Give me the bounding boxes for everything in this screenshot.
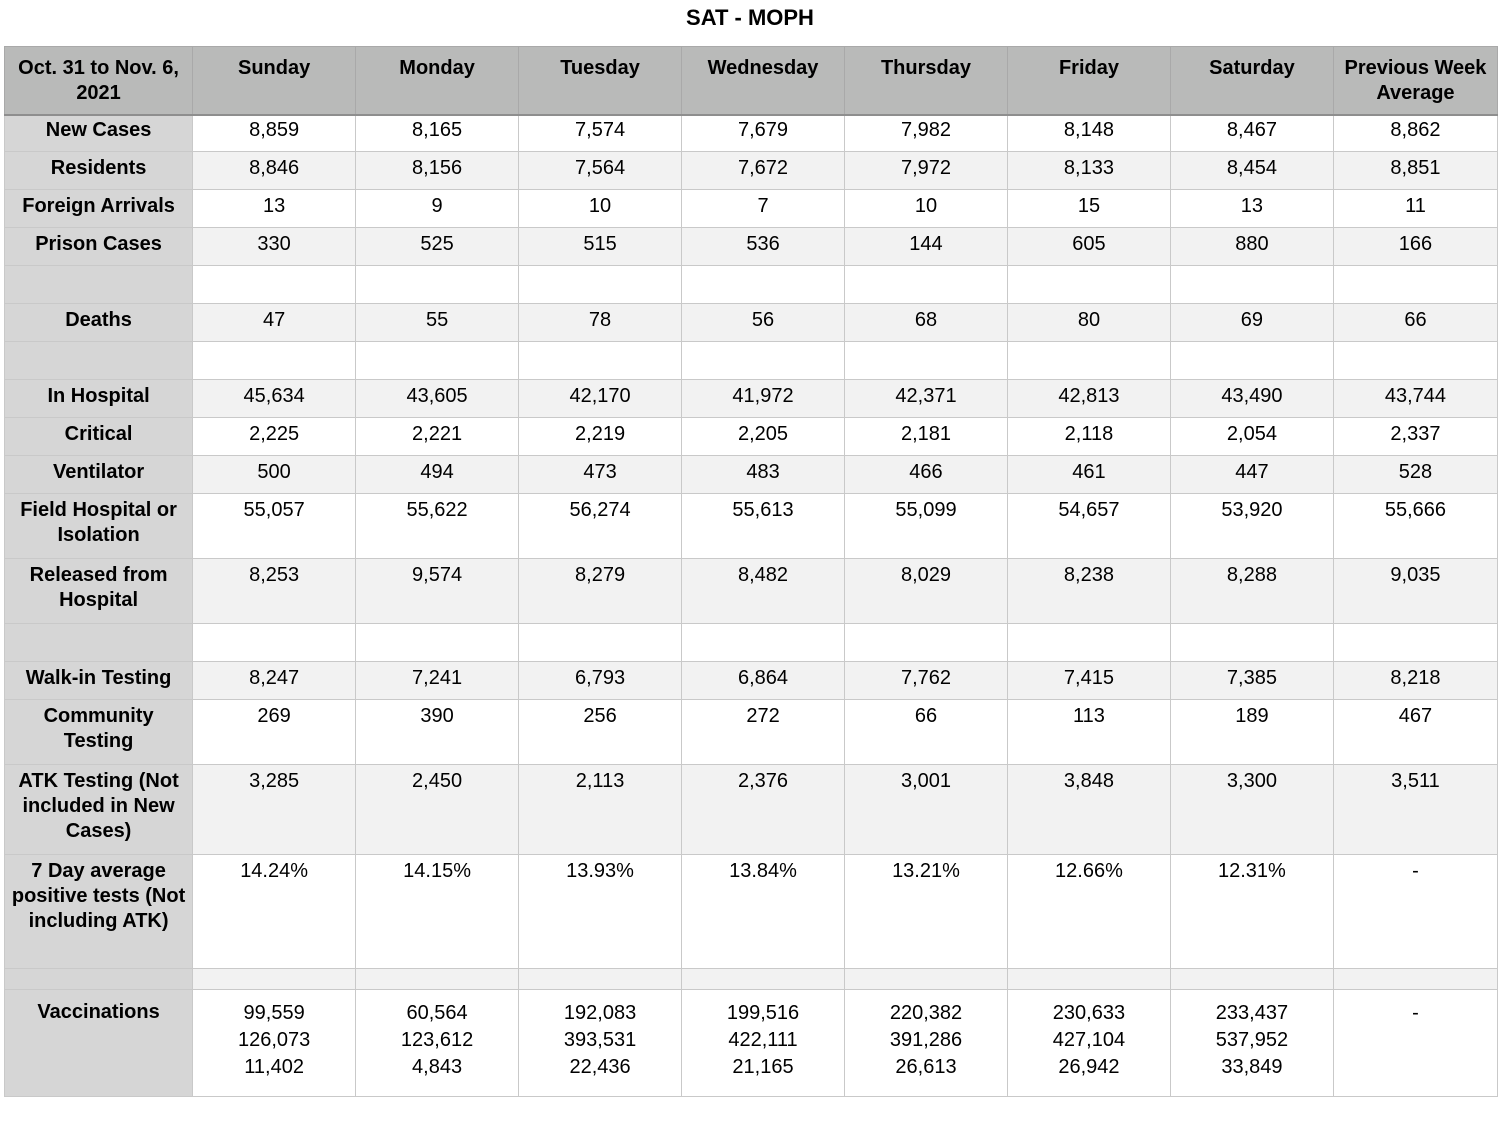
table-cell: 605	[1007, 228, 1170, 266]
page-title: SAT - MOPH	[686, 5, 814, 30]
table-cell: 15	[1007, 190, 1170, 228]
vaccination-dose-value: 230,633	[1052, 1002, 1126, 1024]
table-cell	[682, 266, 845, 304]
table-cell: 515	[519, 228, 682, 266]
table-cell	[193, 342, 356, 380]
table-cell: 473	[519, 456, 682, 494]
table-row	[5, 115, 1498, 152]
table-cell	[1007, 969, 1170, 990]
table-cell	[682, 342, 845, 380]
table-row	[5, 559, 1498, 624]
row-label: Residents	[5, 152, 193, 190]
table-cell: 13	[193, 190, 356, 228]
table-cell: 45,634	[193, 380, 356, 418]
row-label: Field Hospital or Isolation	[5, 494, 193, 559]
table-cell	[519, 624, 682, 662]
table-cell: 41,972	[682, 380, 845, 418]
header-saturday: Saturday	[1170, 47, 1333, 116]
table-cell: 8,148	[1007, 115, 1170, 152]
vaccination-dose-value: 422,111	[728, 1029, 798, 1051]
table-row	[5, 228, 1498, 266]
vaccination-dose-value: 99,559	[243, 1002, 305, 1024]
table-cell: 6,793	[519, 662, 682, 700]
table-cell: 8,029	[845, 559, 1008, 624]
vaccination-dose-value: 26,613	[895, 1056, 957, 1078]
table-cell: 12.66%	[1007, 855, 1170, 969]
table-cell: 8,454	[1170, 152, 1333, 190]
table-cell: 7,679	[682, 115, 845, 152]
table-cell: 8,288	[1170, 559, 1333, 624]
table-cell: 69	[1170, 304, 1333, 342]
table-cell: 8,238	[1007, 559, 1170, 624]
table-cell: 2,221	[356, 418, 519, 456]
table-cell: 13.93%	[519, 855, 682, 969]
table-row	[5, 304, 1498, 342]
table-cell: 8,859	[193, 115, 356, 152]
row-label: Released from Hospital	[5, 559, 193, 624]
table-cell	[193, 969, 356, 990]
vaccination-dose-value: 21,165	[732, 1056, 794, 1078]
table-cell: 55,613	[682, 494, 845, 559]
table-cell: 7,672	[682, 152, 845, 190]
table-cell: 80	[1007, 304, 1170, 342]
table-cell: 7,385	[1170, 662, 1333, 700]
table-cell: 9,035	[1333, 559, 1497, 624]
table-cell: 466	[845, 456, 1008, 494]
header-wednesday: Wednesday	[682, 47, 845, 116]
table-cell: 6,864	[682, 662, 845, 700]
table-cell: 9,574	[356, 559, 519, 624]
vaccination-dose-value: 233,437	[1215, 1002, 1289, 1024]
table-cell: 8,851	[1333, 152, 1497, 190]
vaccination-dose-value: 123,612	[400, 1029, 474, 1051]
vaccination-dose-value: 192,083	[563, 1002, 637, 1024]
vaccination-dose-value: 220,382	[889, 1002, 963, 1024]
table-row	[5, 190, 1498, 228]
table-cell	[193, 624, 356, 662]
vaccinations-cell	[682, 990, 845, 1097]
table-cell: 9	[356, 190, 519, 228]
table-cell	[1007, 342, 1170, 380]
table-cell: 272	[682, 700, 845, 765]
vaccination-dose-value: 11,402	[244, 1056, 304, 1078]
table-cell: 8,253	[193, 559, 356, 624]
table-cell: 42,170	[519, 380, 682, 418]
table-cell: -	[1333, 855, 1497, 969]
table-row	[5, 765, 1498, 855]
table-cell: 55,622	[356, 494, 519, 559]
header-corner-cell: Oct. 31 to Nov. 6, 2021	[5, 47, 193, 116]
table-cell: 43,490	[1170, 380, 1333, 418]
table-cell	[356, 624, 519, 662]
table-cell: 12.31%	[1170, 855, 1333, 969]
vaccination-dose-value: 33,849	[1221, 1056, 1283, 1078]
table-cell: 55,057	[193, 494, 356, 559]
table-cell: 113	[1007, 700, 1170, 765]
vaccination-dose-value: -	[1412, 1002, 1419, 1024]
table-cell: 467	[1333, 700, 1497, 765]
row-label	[5, 342, 193, 380]
table-cell	[1170, 342, 1333, 380]
header-monday: Monday	[356, 47, 519, 116]
table-cell	[1333, 624, 1497, 662]
table-cell: 2,376	[682, 765, 845, 855]
row-label: Deaths	[5, 304, 193, 342]
row-label: Critical	[5, 418, 193, 456]
table-row	[5, 266, 1498, 304]
table-cell: 7,241	[356, 662, 519, 700]
table-cell	[845, 624, 1008, 662]
vaccination-dose-value: 26,942	[1058, 1056, 1120, 1078]
table-cell: 7	[682, 190, 845, 228]
table-cell	[1170, 624, 1333, 662]
table-cell: 144	[845, 228, 1008, 266]
table-cell	[1007, 266, 1170, 304]
table-cell: 7,574	[519, 115, 682, 152]
vaccination-dose-value: 60,564	[406, 1002, 468, 1024]
table-cell: 8,133	[1007, 152, 1170, 190]
table-cell: 390	[356, 700, 519, 765]
row-label: New Cases	[5, 115, 193, 152]
table-row	[5, 152, 1498, 190]
table-cell: 3,848	[1007, 765, 1170, 855]
vaccinations-row	[5, 990, 1498, 1097]
vaccinations-cell	[193, 990, 356, 1097]
table-cell	[682, 624, 845, 662]
table-cell: 7,982	[845, 115, 1008, 152]
vaccination-dose-value: 126,073	[237, 1029, 311, 1051]
table-row	[5, 494, 1498, 559]
header-row	[5, 47, 1498, 116]
vaccinations-cell	[845, 990, 1008, 1097]
table-cell: 56	[682, 304, 845, 342]
table-cell: 47	[193, 304, 356, 342]
table-cell	[193, 266, 356, 304]
table-cell	[845, 969, 1008, 990]
header-previous-week-average: Previous Week Average	[1333, 47, 1497, 116]
table-cell: 2,054	[1170, 418, 1333, 456]
table-cell: 43,744	[1333, 380, 1497, 418]
table-row	[5, 662, 1498, 700]
table-cell: 880	[1170, 228, 1333, 266]
table-cell: 3,511	[1333, 765, 1497, 855]
table-cell: 2,219	[519, 418, 682, 456]
table-cell: 500	[193, 456, 356, 494]
vaccination-dose-value: 22,436	[569, 1056, 631, 1078]
header-thursday: Thursday	[845, 47, 1008, 116]
table-cell: 8,218	[1333, 662, 1497, 700]
table-cell: 3,300	[1170, 765, 1333, 855]
row-label: Community Testing	[5, 700, 193, 765]
table-cell: 7,564	[519, 152, 682, 190]
table-cell: 14.24%	[193, 855, 356, 969]
table-row	[5, 342, 1498, 380]
table-cell: 525	[356, 228, 519, 266]
table-cell	[356, 342, 519, 380]
table-cell: 7,762	[845, 662, 1008, 700]
vaccinations-cell	[519, 990, 682, 1097]
table-row	[5, 969, 1498, 990]
table-body	[5, 115, 1498, 1097]
table-cell	[1333, 969, 1497, 990]
table-cell: 2,337	[1333, 418, 1497, 456]
table-cell: 54,657	[1007, 494, 1170, 559]
vaccination-dose-value: 427,104	[1052, 1029, 1126, 1051]
table-cell: 66	[845, 700, 1008, 765]
table-cell	[519, 342, 682, 380]
row-label: ATK Testing (Not included in New Cases)	[5, 765, 193, 855]
table-cell: 2,225	[193, 418, 356, 456]
table-cell: 7,972	[845, 152, 1008, 190]
table-cell: 8,467	[1170, 115, 1333, 152]
table-cell: 269	[193, 700, 356, 765]
table-cell: 2,450	[356, 765, 519, 855]
table-cell	[519, 969, 682, 990]
row-label: Ventilator	[5, 456, 193, 494]
table-cell: 11	[1333, 190, 1497, 228]
table-cell: 53,920	[1170, 494, 1333, 559]
table-cell: 8,279	[519, 559, 682, 624]
table-row	[5, 380, 1498, 418]
table-cell	[845, 342, 1008, 380]
table-cell	[1007, 624, 1170, 662]
table-cell: 56,274	[519, 494, 682, 559]
row-label: 7 Day average positive tests (Not including ATK)	[5, 855, 193, 969]
vaccinations-cell	[1333, 990, 1497, 1097]
table-row	[5, 418, 1498, 456]
table-cell: 2,181	[845, 418, 1008, 456]
vaccination-dose-value: 199,516	[726, 1002, 800, 1024]
table-cell: 8,156	[356, 152, 519, 190]
table-cell: 494	[356, 456, 519, 494]
table-cell: 10	[845, 190, 1008, 228]
table-cell	[356, 969, 519, 990]
table-cell	[1170, 969, 1333, 990]
table-cell: 10	[519, 190, 682, 228]
table-cell: 166	[1333, 228, 1497, 266]
header-sunday: Sunday	[193, 47, 356, 116]
table-cell: 3,001	[845, 765, 1008, 855]
table-cell: 13.84%	[682, 855, 845, 969]
table-cell: 55	[356, 304, 519, 342]
table-cell: 483	[682, 456, 845, 494]
table-cell: 8,846	[193, 152, 356, 190]
row-label: Walk-in Testing	[5, 662, 193, 700]
header-tuesday: Tuesday	[519, 47, 682, 116]
table-row	[5, 456, 1498, 494]
table-row	[5, 624, 1498, 662]
table-cell: 528	[1333, 456, 1497, 494]
table-cell: 256	[519, 700, 682, 765]
table-cell	[356, 266, 519, 304]
vaccinations-cell	[1170, 990, 1333, 1097]
row-label: Vaccinations	[5, 990, 193, 1097]
vaccination-dose-value: 4,843	[412, 1056, 463, 1078]
covid-summary-table	[4, 46, 1498, 1097]
row-label	[5, 266, 193, 304]
vaccination-dose-value: 393,531	[563, 1029, 637, 1051]
table-cell: 461	[1007, 456, 1170, 494]
row-label	[5, 969, 193, 990]
table-cell: 55,099	[845, 494, 1008, 559]
table-cell: 8,247	[193, 662, 356, 700]
row-label	[5, 624, 193, 662]
table-cell	[1333, 342, 1497, 380]
table-cell: 13.21%	[845, 855, 1008, 969]
table-row	[5, 700, 1498, 765]
table-cell: 14.15%	[356, 855, 519, 969]
vaccinations-cell	[356, 990, 519, 1097]
vaccination-dose-value: 537,952	[1215, 1029, 1289, 1051]
table-cell: 13	[1170, 190, 1333, 228]
row-label: In Hospital	[5, 380, 193, 418]
table-cell: 330	[193, 228, 356, 266]
table-cell: 55,666	[1333, 494, 1497, 559]
table-cell: 447	[1170, 456, 1333, 494]
table-cell: 8,165	[356, 115, 519, 152]
table-cell: 8,862	[1333, 115, 1497, 152]
table-cell	[682, 969, 845, 990]
table-cell	[519, 266, 682, 304]
table-cell: 8,482	[682, 559, 845, 624]
table-cell	[1170, 266, 1333, 304]
row-label: Foreign Arrivals	[5, 190, 193, 228]
table-cell: 536	[682, 228, 845, 266]
table-cell: 66	[1333, 304, 1497, 342]
table-cell: 2,118	[1007, 418, 1170, 456]
table-cell: 42,371	[845, 380, 1008, 418]
table-cell: 2,205	[682, 418, 845, 456]
vaccination-dose-value: 391,286	[889, 1029, 963, 1051]
table-cell: 7,415	[1007, 662, 1170, 700]
table-cell	[845, 266, 1008, 304]
vaccinations-cell	[1007, 990, 1170, 1097]
table-cell: 3,285	[193, 765, 356, 855]
table-cell: 42,813	[1007, 380, 1170, 418]
table-cell: 68	[845, 304, 1008, 342]
table-cell	[1333, 266, 1497, 304]
table-row	[5, 855, 1498, 969]
header-friday: Friday	[1007, 47, 1170, 116]
table-cell: 2,113	[519, 765, 682, 855]
table-cell: 43,605	[356, 380, 519, 418]
row-label: Prison Cases	[5, 228, 193, 266]
table-cell: 189	[1170, 700, 1333, 765]
table-cell: 78	[519, 304, 682, 342]
